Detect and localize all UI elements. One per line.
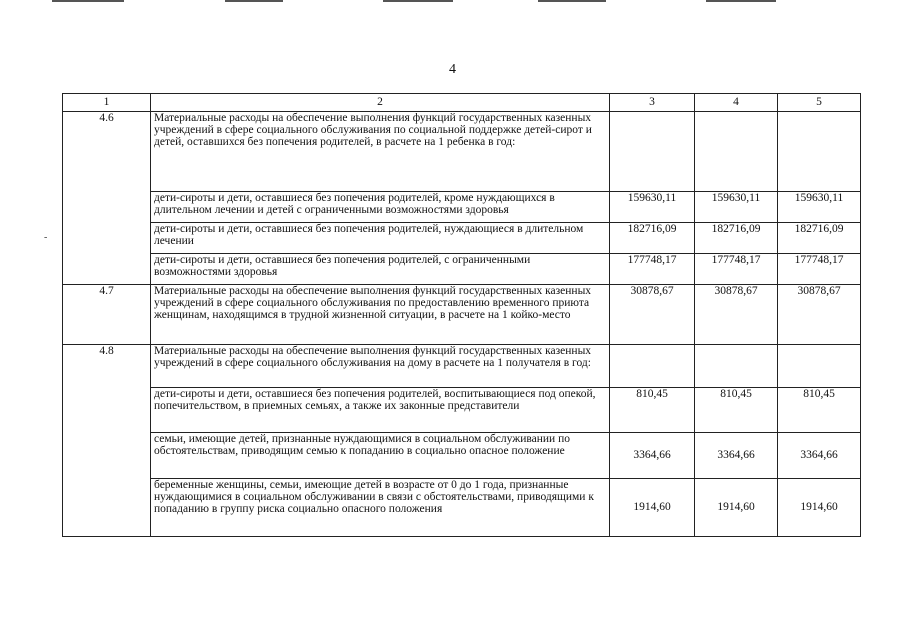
table-row (63, 112, 861, 192)
top-edge-line (225, 0, 283, 2)
value-cell: 177748,17 (778, 254, 861, 285)
value-cell: 159630,11 (778, 192, 861, 223)
margin-mark: - (44, 232, 48, 243)
top-edge-line (52, 0, 124, 2)
table-row (63, 479, 861, 537)
section-number: 4.7 (63, 285, 151, 345)
value-cell: 177748,17 (610, 254, 695, 285)
header-row (63, 94, 861, 112)
value-cell: 30878,67 (778, 285, 861, 345)
value-cell: 159630,11 (610, 192, 695, 223)
value-cell: 3364,66 (778, 433, 861, 479)
value-cell (610, 112, 695, 192)
row-description: дети-сироты и дети, оставшиеся без попечения родителей, с ограниченными возможностями здоровья (151, 254, 610, 285)
value-cell: 810,45 (610, 388, 695, 433)
row-description: Материальные расходы на обеспечение выполнения функций государственных казенных учреждений в сфере социального обслуживания на дому в расчете на 1 получателя в год: (151, 345, 610, 388)
table-row (63, 223, 861, 254)
row-description: Материальные расходы на обеспечение выполнения функций государственных казенных учреждений в сфере социального обслуживания по социальной поддержке детей-сирот и детей, оставшихся без попечения родителей, в расчете на 1 ребенка в год: (151, 112, 610, 192)
row-description: дети-сироты и дети, оставшиеся без попечения родителей, кроме нуждающихся в длительном лечении и детей с ограниченными возможностями здоровья (151, 192, 610, 223)
row-description: дети-сироты и дети, оставшиеся без попечения родителей, воспитывающиеся под опекой, попечительством, в приемных семьях, а также их законные представители (151, 388, 610, 433)
top-edge-line (383, 0, 453, 2)
value-cell: 3364,66 (610, 433, 695, 479)
row-description: беременные женщины, семьи, имеющие детей в возрасте от 0 до 1 года, признанные нуждающимися в социальном обслуживании в связи с обстоятельствами, приводящими к попаданию в группу риска социально опасного положения (151, 479, 610, 537)
value-cell: 1914,60 (610, 479, 695, 537)
table-row (63, 254, 861, 285)
table-row (63, 433, 861, 479)
section-number: 4.6 (63, 112, 151, 285)
value-cell: 30878,67 (610, 285, 695, 345)
header-cell: 2 (151, 94, 610, 112)
value-cell (695, 112, 778, 192)
top-edge-line (706, 0, 776, 2)
header-cell: 4 (695, 94, 778, 112)
value-cell (610, 345, 695, 388)
table-row (63, 345, 861, 388)
value-cell: 182716,09 (610, 223, 695, 254)
value-cell: 3364,66 (695, 433, 778, 479)
cost-table (62, 93, 861, 537)
top-edge-line (538, 0, 606, 2)
header-cell: 3 (610, 94, 695, 112)
value-cell: 30878,67 (695, 285, 778, 345)
value-cell: 159630,11 (695, 192, 778, 223)
value-cell (695, 345, 778, 388)
section-number: 4.8 (63, 345, 151, 537)
row-description: семьи, имеющие детей, признанные нуждающимися в социальном обслуживании по обстоятельствам, приводящим семью к попаданию в социально опасное положение (151, 433, 610, 479)
value-cell: 182716,09 (778, 223, 861, 254)
value-cell (778, 345, 861, 388)
page-number: 4 (449, 62, 456, 77)
row-description: Материальные расходы на обеспечение выполнения функций государственных казенных учреждений в сфере социального обслуживания по предоставлению временного приюта женщинам, находящимся в трудной жизненной ситуации, в расчете на 1 койко-место (151, 285, 610, 345)
table-row (63, 285, 861, 345)
value-cell: 1914,60 (778, 479, 861, 537)
header-cell: 5 (778, 94, 861, 112)
value-cell: 810,45 (695, 388, 778, 433)
value-cell: 182716,09 (695, 223, 778, 254)
row-description: дети-сироты и дети, оставшиеся без попечения родителей, нуждающиеся в длительном лечении (151, 223, 610, 254)
table-row (63, 388, 861, 433)
value-cell: 177748,17 (695, 254, 778, 285)
value-cell: 810,45 (778, 388, 861, 433)
header-cell: 1 (63, 94, 151, 112)
value-cell (778, 112, 861, 192)
table-row (63, 192, 861, 223)
value-cell: 1914,60 (695, 479, 778, 537)
